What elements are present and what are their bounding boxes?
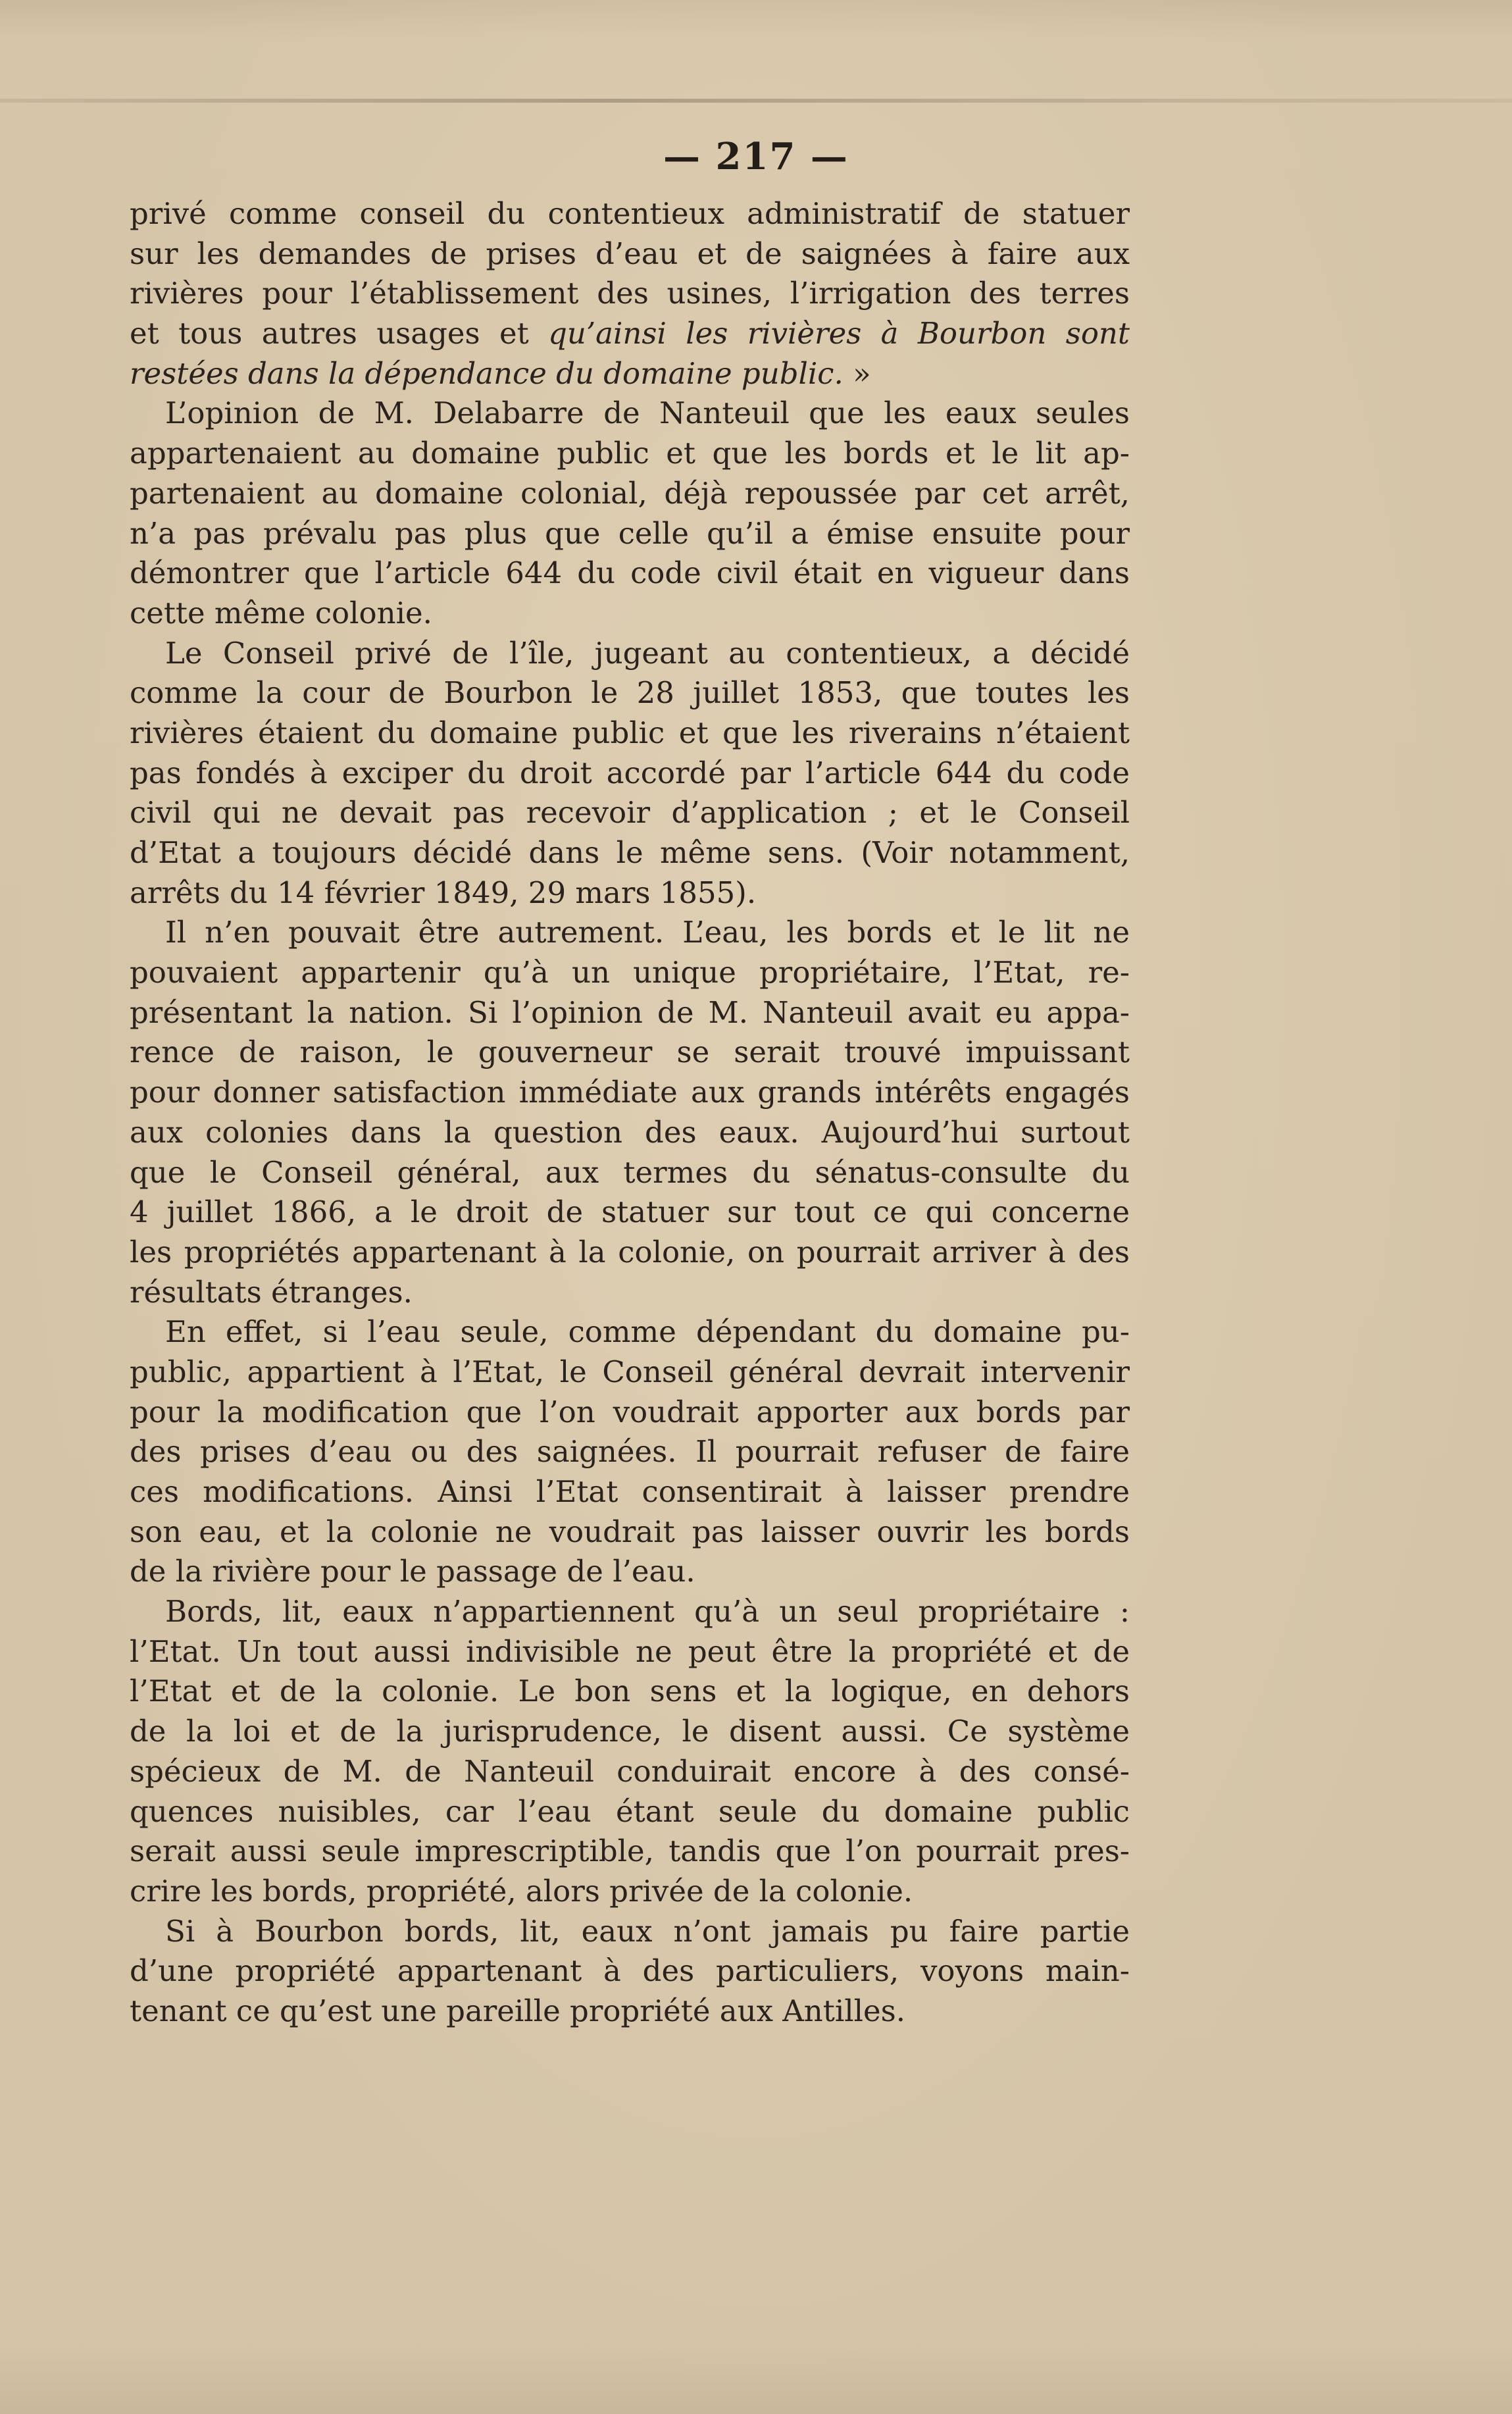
body-text: [130, 194, 1130, 2032]
text-line: rence de raison, le gouverneur se serait trouvé impuissant: [130, 1035, 1130, 1070]
text-line: arrêts du 14 février 1849, 29 mars 1855).: [130, 875, 757, 910]
text-line: crire les bords, propriété, alors privée de la colonie.: [130, 1873, 913, 1909]
text-line: privé comme conseil du contentieux administratif de statuer: [130, 196, 1130, 231]
text-line: tenant ce qu’est une pareille propriété aux Antilles.: [130, 1993, 906, 2028]
text-line: 4 juillet 1866, a le droit de statuer sur tout ce qui concerne: [130, 1194, 1130, 1230]
text-line: des prises d’eau ou des saignées. Il pourrait refuser de faire: [130, 1434, 1130, 1470]
text-line: d’une propriété appartenant à des particuliers, voyons main-: [130, 1953, 1130, 1989]
text-line: l’Etat. Un tout aussi indivisible ne peut être la propriété et de: [130, 1633, 1130, 1669]
page-number: — 217 —: [663, 135, 849, 178]
text-line: pas fondés à exciper du droit accordé par l’article 644 du code: [130, 755, 1130, 790]
text-line: ces modifications. Ainsi l’Etat consentirait à laisser prendre: [130, 1474, 1130, 1509]
text-line: L’opinion de M. Delabarre de Nanteuil que les eaux seules: [165, 396, 1130, 431]
text-line: et tous autres usages et qu’ainsi les rivières à Bourbon sont: [130, 316, 1130, 351]
text-line: comme la cour de Bourbon le 28 juillet 1853, que toutes les: [130, 675, 1130, 711]
text-line: quences nuisibles, car l’eau étant seule du domaine public: [130, 1793, 1130, 1829]
page-edge-shadow: [0, 99, 1512, 103]
text-line: Si à Bourbon bords, lit, eaux n’ont jamais pu faire partie: [165, 1913, 1130, 1949]
text-line: En effet, si l’eau seule, comme dépendant du domaine pu-: [165, 1314, 1130, 1350]
text-line: démontrer que l’article 644 du code civil était en vigueur dans: [130, 555, 1130, 591]
text-line: sur les demandes de prises d’eau et de saignées à faire aux: [130, 236, 1130, 271]
text-line: serait aussi seule imprescriptible, tandis que l’on pourrait pres-: [130, 1834, 1130, 1869]
text-line: de la loi et de la jurisprudence, le disent aussi. Ce système: [130, 1714, 1130, 1749]
text-line: Il n’en pouvait être autrement. L’eau, les bords et le lit ne: [165, 915, 1130, 950]
text-line: d’Etat a toujours décidé dans le même sens. (Voir notamment,: [130, 835, 1130, 870]
text-line: rivières étaient du domaine public et que les riverains n’étaient: [130, 715, 1130, 750]
text-line: appartenaient au domaine public et que les bords et le lit ap-: [130, 436, 1130, 471]
text-line: pour la modification que l’on voudrait apporter aux bords par: [130, 1394, 1130, 1429]
italic-quote: qu’ainsi les rivières à Bourbon sont: [548, 316, 1130, 351]
text-line: partenaient au domaine colonial, déjà repoussée par cet arrêt,: [130, 475, 1130, 511]
text-line: Le Conseil privé de l’île, jugeant au contentieux, a décidé: [165, 635, 1130, 671]
text-line: rivières pour l’établissement des usines, l’irrigation des terres: [130, 276, 1130, 311]
text-line: n’a pas prévalu pas plus que celle qu’il a émise ensuite pour: [130, 515, 1130, 551]
text-line: pour donner satisfaction immédiate aux grands intérêts engagés: [130, 1075, 1130, 1110]
text-line: résultats étranges.: [130, 1274, 413, 1310]
text-line: public, appartient à l’Etat, le Conseil général devrait intervenir: [130, 1354, 1130, 1389]
text-line: Bords, lit, eaux n’appartiennent qu’à un seul propriétaire :: [165, 1594, 1130, 1630]
text-line: aux colonies dans la question des eaux. Aujourd’hui surtout: [130, 1114, 1130, 1150]
text-line: que le Conseil général, aux termes du sénatus-consulte du: [130, 1154, 1130, 1190]
text-line: présentant la nation. Si l’opinion de M. Nanteuil avait eu appa-: [130, 994, 1130, 1030]
text-line: restées dans la dépendance du domaine public. »: [130, 355, 871, 391]
text-line: cette même colonie.: [130, 595, 432, 630]
text-line: son eau, et la colonie ne voudrait pas laisser ouvrir les bords: [130, 1514, 1130, 1549]
italic-quote: restées dans la dépendance du domaine public.: [130, 355, 844, 391]
text-line: l’Etat et de la colonie. Le bon sens et la logique, en dehors: [130, 1674, 1130, 1709]
text-line: de la rivière pour le passage de l’eau.: [130, 1554, 695, 1589]
text-line: spécieux de M. de Nanteuil conduirait encore à des consé-: [130, 1753, 1130, 1789]
text-line: pouvaient appartenir qu’à un unique propriétaire, l’Etat, re-: [130, 955, 1130, 990]
text-line: les propriétés appartenant à la colonie, on pourrait arriver à des: [130, 1234, 1130, 1270]
text-line: civil qui ne devait pas recevoir d’application ; et le Conseil: [130, 795, 1130, 831]
